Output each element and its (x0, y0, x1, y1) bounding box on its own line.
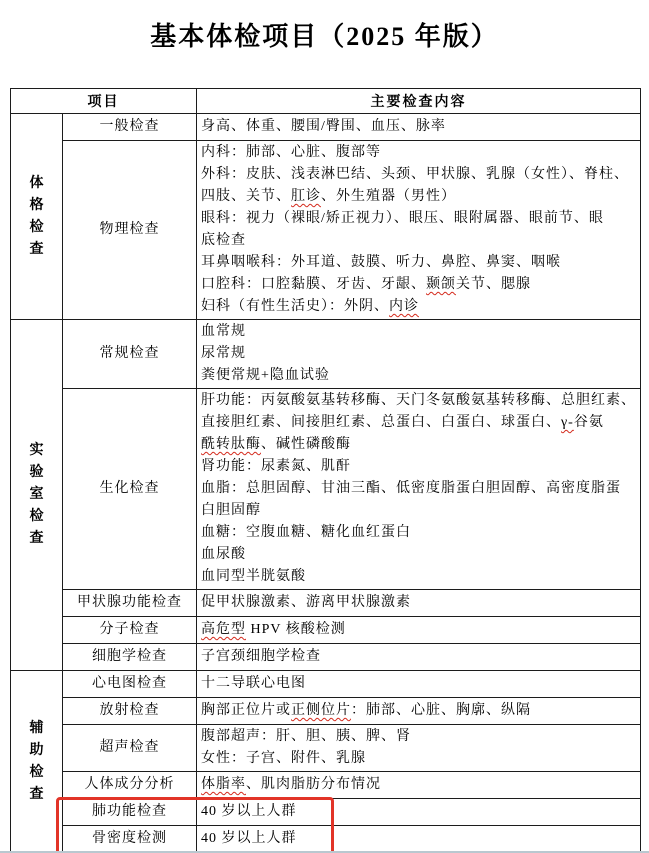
content-line (201, 500, 638, 522)
table-row (11, 320, 641, 389)
text-segment: 血尿酸 (201, 547, 246, 562)
text-segment: 十二导联心电图 (201, 676, 306, 691)
text-segment: 外科：皮肤、浅表淋巴结、头颈、甲状腺、乳腺（女性）、脊柱、 (201, 167, 629, 182)
content-line (201, 522, 638, 544)
section-label-1: 体 格 检 查 (11, 114, 63, 320)
content-cell (197, 141, 641, 320)
content-line (201, 592, 638, 614)
text-segment: 、碱性磷酸酶 (261, 437, 351, 452)
section-label-2: 实 验 室 检 查 (11, 320, 63, 671)
text-segment: 直接胆红素、间接胆红素、总蛋白、白蛋白、球蛋白、 (201, 415, 561, 430)
text-segment: 40 岁以上人群 (201, 831, 297, 846)
item-name-cell: 骨密度检测 (63, 826, 197, 853)
item-name-cell: 细胞学检查 (63, 644, 197, 671)
content-cell (197, 320, 641, 389)
text-segment: 血脂：总胆固醇、甘油三酯、低密度脂蛋白胆固醇、高密度脂蛋 (201, 481, 621, 496)
item-name-cell: 放射检查 (63, 698, 197, 725)
content-line (201, 748, 638, 770)
text-segment: 四肢、关节、 (201, 189, 291, 204)
text-segment: 子宫颈细胞学检查 (201, 649, 321, 664)
text-segment: 粪便常规+隐血试验 (201, 368, 330, 383)
content-cell (197, 799, 641, 826)
content-line (201, 321, 638, 343)
item-name-cell: 心电图检查 (63, 671, 197, 698)
text-segment: 血同型半胱氨酸 (201, 569, 306, 584)
content-line (201, 208, 638, 230)
content-line (201, 456, 638, 478)
content-line (201, 116, 638, 138)
spellcheck-flagged-text: 正侧位片 (291, 703, 351, 718)
content-line (201, 390, 638, 412)
content-line (201, 343, 638, 365)
content-line (201, 700, 638, 722)
content-cell (197, 826, 641, 853)
content-line (201, 801, 638, 823)
text-segment: 谷氨 (573, 415, 604, 430)
text-segment: 尿常规 (201, 346, 246, 361)
content-line (201, 252, 638, 274)
spellcheck-flagged-text: 高危型 (201, 622, 246, 637)
table-row (11, 617, 641, 644)
item-name-cell: 超声检查 (63, 725, 197, 772)
content-cell (197, 644, 641, 671)
exam-table-body (11, 89, 641, 853)
spellcheck-flagged-text: 内诊 (389, 299, 419, 314)
item-name-cell: 生化检查 (63, 389, 197, 590)
content-line (201, 164, 638, 186)
text-segment: 关节、腮腺 (456, 277, 531, 292)
text-segment: 女性：子宫、附件、乳腺 (201, 751, 366, 766)
content-cell (197, 772, 641, 799)
table-row (11, 389, 641, 590)
content-line (201, 478, 638, 500)
content-line (201, 412, 638, 434)
text-segment: HPV 核酸检测 (246, 622, 346, 637)
item-name-cell: 分子检查 (63, 617, 197, 644)
text-segment: 血常规 (201, 324, 246, 339)
content-line (201, 296, 638, 318)
table-row (11, 644, 641, 671)
table-row (11, 590, 641, 617)
text-segment: 眼科：视力（裸眼/矫正视力）、眼压、眼附属器、眼前节、眼 (201, 211, 604, 226)
text-segment: 肝功能：丙氨酸氨基转移酶、天门冬氨酸氨基转移酶、总胆红素、 (201, 393, 636, 408)
content-line (201, 230, 638, 252)
content-cell (197, 389, 641, 590)
content-cell (197, 671, 641, 698)
page-title: 基本体检项目（2025 年版） (150, 22, 499, 51)
spellcheck-flagged-text: 体脂率 (201, 777, 246, 792)
spellcheck-flagged-text: 肛诊 (291, 189, 321, 204)
text-segment: 底检查 (201, 233, 246, 248)
content-line (201, 544, 638, 566)
text-segment: 胸部正位片或 (201, 703, 291, 718)
text-segment: 血糖：空腹血糖、糖化血红蛋白 (201, 525, 411, 540)
spellcheck-flagged-text: 颞颌 (426, 277, 456, 292)
content-line (201, 619, 638, 641)
exam-table (10, 88, 641, 853)
text-segment: 耳鼻咽喉科：外耳道、鼓膜、听力、鼻腔、鼻窦、咽喉 (201, 255, 561, 270)
content-line (201, 186, 638, 208)
section-label-3: 辅 助 检 查 (11, 671, 63, 853)
text-segment: 口腔科：口腔黏膜、牙齿、牙龈、 (201, 277, 426, 292)
text-segment: 肾功能：尿素氮、肌酐 (201, 459, 351, 474)
content-cell (197, 698, 641, 725)
text-segment: 促甲状腺激素、游离甲状腺激素 (201, 595, 411, 610)
text-segment: 内科：肺部、心脏、腹部等 (201, 145, 381, 160)
table-row (11, 671, 641, 698)
text-segment: 腹部超声：肝、胆、胰、脾、肾 (201, 729, 411, 744)
item-name-cell: 一般检查 (63, 114, 197, 141)
content-cell (197, 617, 641, 644)
content-line (201, 646, 638, 668)
content-line (201, 365, 638, 387)
item-name-cell: 人体成分分析 (63, 772, 197, 799)
table-row (11, 826, 641, 853)
item-name-cell: 常规检查 (63, 320, 197, 389)
content-line (201, 726, 638, 748)
header-item-column: 项目 (11, 89, 197, 114)
header-content-column: 主要检查内容 (197, 89, 641, 114)
content-cell (197, 725, 641, 772)
text-segment: 妇科（有性生活史）：外阴、 (201, 299, 389, 314)
table-header-row (11, 89, 641, 114)
content-line (201, 828, 638, 850)
content-cell (197, 114, 641, 141)
content-line (201, 566, 638, 588)
table-row (11, 114, 641, 141)
text-segment: 40 岁以上人群 (201, 804, 297, 819)
text-segment: 身高、体重、腰围/臀围、血压、脉率 (201, 119, 446, 134)
content-line (201, 274, 638, 296)
table-row (11, 799, 641, 826)
text-segment: 、肌肉脂肪分布情况 (246, 777, 381, 792)
content-line (201, 434, 638, 456)
table-row (11, 772, 641, 799)
text-segment: ：肺部、心脏、胸廓、纵隔 (351, 703, 531, 718)
content-line (201, 673, 638, 695)
spellcheck-flagged-text: 酰转肽酶 (201, 437, 261, 452)
table-row (11, 698, 641, 725)
table-row (11, 725, 641, 772)
table-row (11, 141, 641, 320)
item-name-cell: 肺功能检查 (63, 799, 197, 826)
item-name-cell: 甲状腺功能检查 (63, 590, 197, 617)
content-line (201, 774, 638, 796)
content-cell (197, 590, 641, 617)
content-line (201, 142, 638, 164)
spellcheck-flagged-text: γ- (561, 415, 574, 430)
text-segment: 白胆固醇 (201, 503, 261, 518)
item-name-cell: 物理检查 (63, 141, 197, 320)
text-segment: 、外生殖器（男性） (321, 189, 456, 204)
